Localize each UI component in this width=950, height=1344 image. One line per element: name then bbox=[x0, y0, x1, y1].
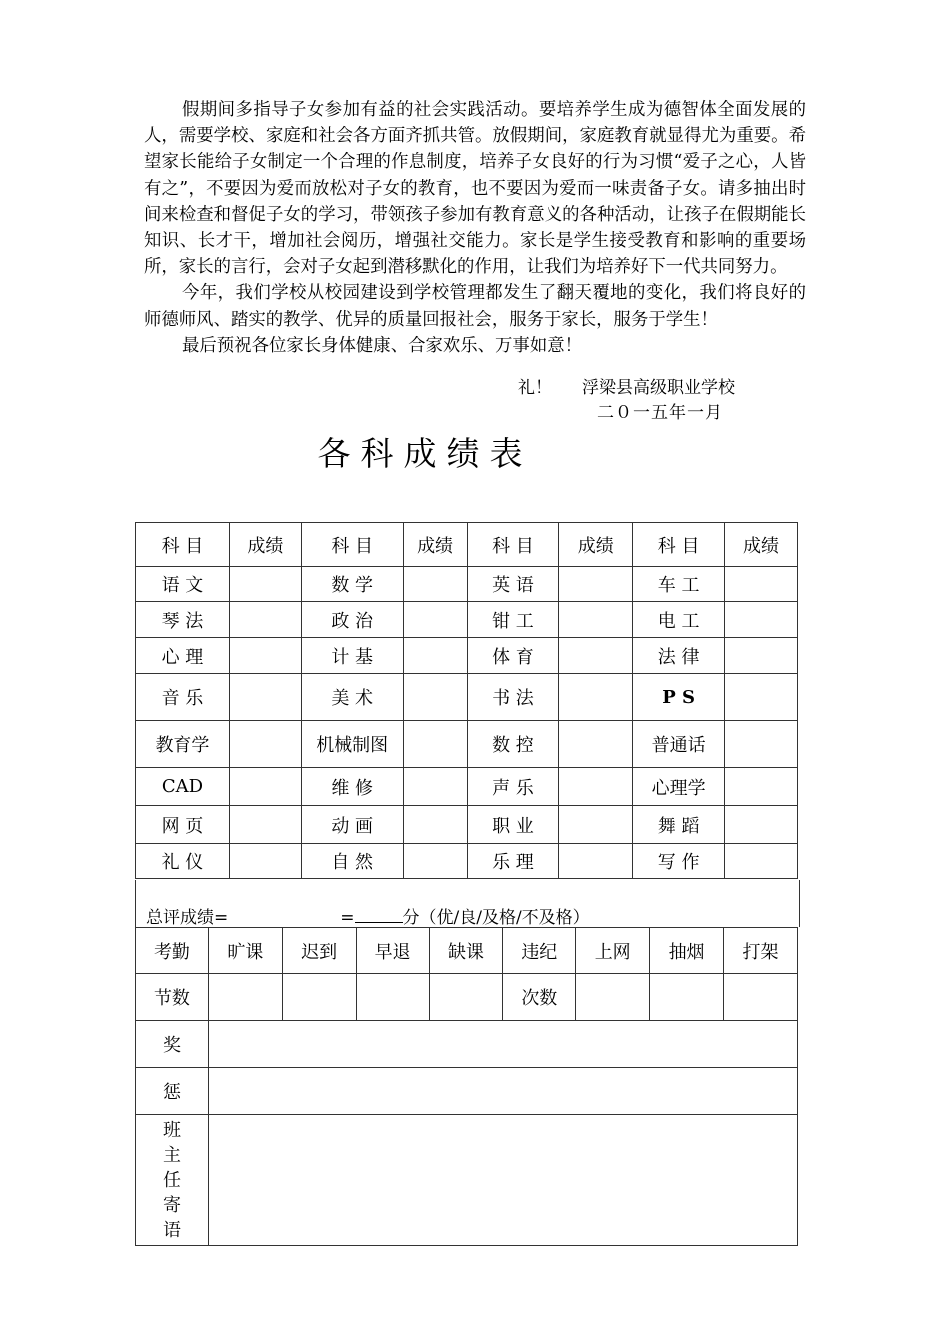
reward-label: 奖 bbox=[136, 1021, 209, 1068]
grades-row bbox=[136, 768, 798, 806]
subject-cell: 礼 仪 bbox=[136, 844, 230, 879]
attendance-header-row bbox=[136, 928, 798, 974]
score-cell[interactable] bbox=[559, 674, 633, 721]
page-title: 各科成绩表 bbox=[317, 434, 533, 473]
subject-cell: 美 术 bbox=[301, 674, 403, 721]
score-cell[interactable] bbox=[725, 806, 798, 844]
header-score: 成绩 bbox=[559, 523, 633, 567]
grades-table bbox=[135, 522, 798, 879]
count-cell[interactable] bbox=[208, 974, 282, 1021]
subject-cell: 计 基 bbox=[301, 638, 403, 674]
score-cell[interactable] bbox=[229, 844, 301, 879]
teacher-comment-row bbox=[136, 1115, 798, 1246]
letter-paragraph-2: 今年，我们学校从校园建设到学校管理都发生了翻天覆地的变化，我们将良好的师德师风、踏实的教学、优异的质量回报社会，服务于家长，服务于学生！ bbox=[144, 283, 806, 330]
score-cell[interactable] bbox=[559, 768, 633, 806]
header-subject: 科 目 bbox=[301, 523, 403, 567]
score-cell[interactable] bbox=[403, 844, 467, 879]
times-label: 次数 bbox=[503, 974, 576, 1021]
school-name: 浮梁县高级职业学校 bbox=[582, 378, 735, 398]
score-cell[interactable] bbox=[229, 674, 301, 721]
subject-cell: 心 理 bbox=[136, 638, 230, 674]
subject-cell: 乐 理 bbox=[467, 844, 559, 879]
header-score: 成绩 bbox=[725, 523, 798, 567]
late-header: 迟到 bbox=[282, 928, 356, 974]
score-cell[interactable] bbox=[559, 638, 633, 674]
score-cell[interactable] bbox=[229, 567, 301, 602]
subject-cell: 普通话 bbox=[633, 721, 725, 768]
score-cell[interactable] bbox=[725, 602, 798, 638]
subject-cell: 英 语 bbox=[467, 567, 559, 602]
grades-header-row bbox=[136, 523, 798, 567]
fighting-header: 打架 bbox=[724, 928, 798, 974]
score-cell[interactable] bbox=[229, 638, 301, 674]
score-cell[interactable] bbox=[229, 768, 301, 806]
score-cell[interactable] bbox=[229, 806, 301, 844]
class-count-label: 节数 bbox=[136, 974, 209, 1021]
subject-cell: 书 法 bbox=[467, 674, 559, 721]
salute-text: 礼！ bbox=[518, 378, 552, 398]
attendance-label: 考勤 bbox=[136, 928, 209, 974]
subject-cell: 琴 法 bbox=[136, 602, 230, 638]
early-leave-header: 早退 bbox=[356, 928, 429, 974]
grade-options: 分（优/良/及格/不及格） bbox=[402, 908, 590, 928]
count-cell[interactable] bbox=[356, 974, 429, 1021]
score-cell[interactable] bbox=[403, 602, 467, 638]
count-cell[interactable] bbox=[429, 974, 503, 1021]
subject-cell: 机械制图 bbox=[301, 721, 403, 768]
score-cell[interactable] bbox=[725, 567, 798, 602]
grades-row bbox=[136, 806, 798, 844]
absence-header: 旷课 bbox=[208, 928, 282, 974]
score-cell[interactable] bbox=[403, 638, 467, 674]
count-cell[interactable] bbox=[724, 974, 798, 1021]
violation-header: 违纪 bbox=[503, 928, 576, 974]
score-cell[interactable] bbox=[403, 674, 467, 721]
teacher-comment-label: 班 主 任 寄 语 bbox=[136, 1115, 209, 1246]
header-subject: 科 目 bbox=[467, 523, 559, 567]
score-cell[interactable] bbox=[403, 806, 467, 844]
header-score: 成绩 bbox=[229, 523, 301, 567]
score-cell[interactable] bbox=[559, 721, 633, 768]
grades-row bbox=[136, 844, 798, 879]
attendance-count-row bbox=[136, 974, 798, 1021]
subject-cell: 法 律 bbox=[633, 638, 725, 674]
score-cell[interactable] bbox=[229, 721, 301, 768]
header-score: 成绩 bbox=[403, 523, 467, 567]
reward-row bbox=[136, 1021, 798, 1068]
header-subject: 科 目 bbox=[633, 523, 725, 567]
total-score-blank[interactable] bbox=[355, 906, 403, 923]
score-cell[interactable] bbox=[403, 567, 467, 602]
score-cell[interactable] bbox=[725, 844, 798, 879]
smoking-header: 抽烟 bbox=[650, 928, 724, 974]
letter-paragraph-1: 假期间多指导子女参加有益的社会实践活动。要培养学生成为德智体全面发展的人，需要学校、家庭和社会各方面齐抓共管。放假期间，家庭教育就显得尤为重要。希望家长能给子女制定一个合理的作息制度，培养子女良好的行为习惯“爱子之心，人皆有之”，不要因为爱而放松对子女的教育，也不要因为爱而一味责备子女。请多抽出时间来检查和督促子女的学习，带领孩子参加有教育意义的各种活动，让孩子在假期能长知识、长才干，增加社会阅历，增强社交能力。家长是学生接受教育和影响的重要场所，家长的言行，会对子女起到潜移默化的作用，让我们为培养好下一代共同努力。 bbox=[144, 100, 806, 278]
subject-cell: 自 然 bbox=[301, 844, 403, 879]
subject-cell: 写 作 bbox=[633, 844, 725, 879]
teacher-comment-field[interactable] bbox=[208, 1115, 797, 1246]
total-score-label: 总评成绩= bbox=[146, 908, 229, 928]
equals-sign: = bbox=[340, 908, 355, 928]
grades-row bbox=[136, 602, 798, 638]
total-score-row bbox=[135, 880, 800, 927]
header-subject: 科 目 bbox=[136, 523, 230, 567]
grades-row bbox=[136, 721, 798, 768]
subject-cell: 职 业 bbox=[467, 806, 559, 844]
subject-cell: 声 乐 bbox=[467, 768, 559, 806]
score-cell[interactable] bbox=[229, 602, 301, 638]
subject-cell: 教育学 bbox=[136, 721, 230, 768]
count-cell[interactable] bbox=[576, 974, 650, 1021]
score-cell[interactable] bbox=[403, 768, 467, 806]
score-cell[interactable] bbox=[725, 721, 798, 768]
letter-signature bbox=[518, 373, 735, 398]
subject-cell: 体 育 bbox=[467, 638, 559, 674]
score-cell[interactable] bbox=[559, 567, 633, 602]
subject-cell: 数 控 bbox=[467, 721, 559, 768]
subject-cell: 钳 工 bbox=[467, 602, 559, 638]
subject-cell: P S bbox=[633, 674, 725, 721]
subject-cell: 心理学 bbox=[633, 768, 725, 806]
score-cell[interactable] bbox=[403, 721, 467, 768]
grades-row bbox=[136, 638, 798, 674]
attendance-table bbox=[135, 927, 798, 1246]
subject-cell: 舞 蹈 bbox=[633, 806, 725, 844]
subject-cell: CAD bbox=[136, 768, 230, 806]
score-cell[interactable] bbox=[725, 638, 798, 674]
score-cell[interactable] bbox=[559, 602, 633, 638]
letter-paragraph-3: 最后预祝各位家长身体健康、合家欢乐、万事如意！ bbox=[182, 335, 582, 356]
punishment-field[interactable] bbox=[208, 1068, 797, 1115]
punishment-label: 惩 bbox=[136, 1068, 209, 1115]
punishment-row bbox=[136, 1068, 798, 1115]
subject-cell: 音 乐 bbox=[136, 674, 230, 721]
subject-cell: 数 学 bbox=[301, 567, 403, 602]
letter-date: 二０一五年一月 bbox=[597, 403, 723, 423]
subject-cell: 维 修 bbox=[301, 768, 403, 806]
score-cell[interactable] bbox=[559, 844, 633, 879]
reward-field[interactable] bbox=[208, 1021, 797, 1068]
grades-row bbox=[136, 567, 798, 602]
score-cell[interactable] bbox=[559, 806, 633, 844]
score-cell[interactable] bbox=[725, 674, 798, 721]
count-cell[interactable] bbox=[282, 974, 356, 1021]
grades-row bbox=[136, 674, 798, 721]
missed-class-header: 缺课 bbox=[429, 928, 503, 974]
subject-cell: 动 画 bbox=[301, 806, 403, 844]
subject-cell: 政 治 bbox=[301, 602, 403, 638]
internet-header: 上网 bbox=[576, 928, 650, 974]
subject-cell: 车 工 bbox=[633, 567, 725, 602]
subject-cell: 语 文 bbox=[136, 567, 230, 602]
subject-cell: 网 页 bbox=[136, 806, 230, 844]
subject-cell: 电 工 bbox=[633, 602, 725, 638]
letter-body bbox=[144, 97, 806, 359]
count-cell[interactable] bbox=[650, 974, 724, 1021]
score-cell[interactable] bbox=[725, 768, 798, 806]
